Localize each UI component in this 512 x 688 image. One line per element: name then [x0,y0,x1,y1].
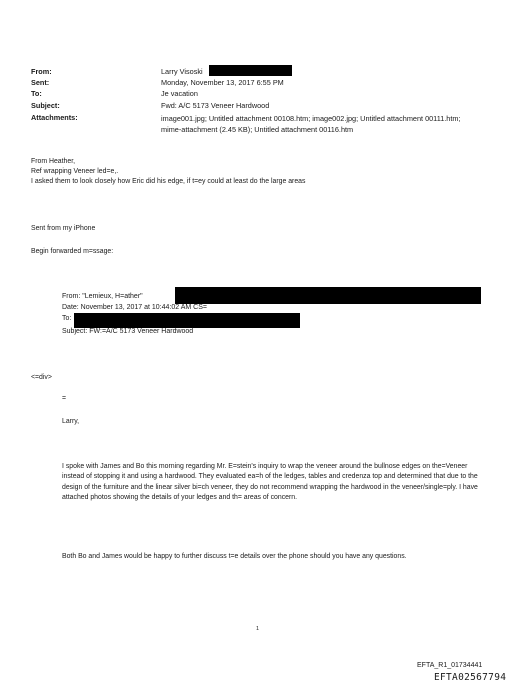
body-line-greeting: From Heather, [31,158,76,165]
div-tag-line: <=div> [31,374,52,381]
page-number: 1 [256,626,260,632]
subject-label: Subject: [31,101,60,110]
equals-line: = [62,395,67,402]
from-label: From: [31,67,52,76]
sent-from-line: Sent from my iPhone [31,225,96,232]
begin-forwarded-line: Begin forwarded m=ssage: [31,248,114,255]
body-line-ref: Ref wrapping Veneer led=e,. [31,168,119,175]
forwarded-subject: Subject: FW:=A/C 5173 Veneer Hardwood [62,328,194,335]
forwarded-from: From: "Lemieux, H=ather" [62,293,143,300]
bates-number-secondary: EFTA02567794 [434,672,507,683]
from-value: Larry Visoski [161,67,203,76]
attachments-label: Attachments: [31,113,78,122]
redaction-box [175,287,481,304]
to-label: To: [31,89,42,98]
to-value: Je vacation [161,89,198,98]
message-paragraph-2: Both Bo and James would be happy to further discuss t=e details over the phone should you have any questions. [62,553,407,560]
forwarded-to: To: [62,315,72,322]
message-greeting: Larry, [62,418,80,425]
sent-value: Monday, November 13, 2017 6:55 PM [161,78,284,87]
sent-label: Sent: [31,78,50,87]
body-line-request: I asked them to look closely how Eric did his edge, if t=ey could at least do the large areas [31,178,306,185]
bates-number-primary: EFTA_R1_01734441 [417,662,483,669]
redaction-box [209,65,292,76]
attachments-value: image001.jpg; Untitled attachment 00108.htm; image002.jpg; Untitled attachment 00111.htm; mime-attachment (2.45 KB); Untitled attachment 00116.htm [161,114,461,134]
subject-value: Fwd: A/C 5173 Veneer Hardwood [161,101,270,110]
redaction-box [74,313,300,328]
forwarded-date: Date: November 13, 2017 at 10:44:02 AM CS= [62,304,207,311]
message-paragraph-1: I spoke with James and Bo this morning regarding Mr. E=stein's inquiry to wrap the veneer around the bullnose edges on the=Veneer instead of stopping it and using a hardwood. They evaluated ea=h of the ledges, tables and credenza top and determined that due to the design of the furniture and the linear silver bi=ch veneer, they do not recommend wrapping the hardwood in the veneer/single=ply. I have attached photos showing the details of your ledges and th= areas of concern. [62,463,478,502]
